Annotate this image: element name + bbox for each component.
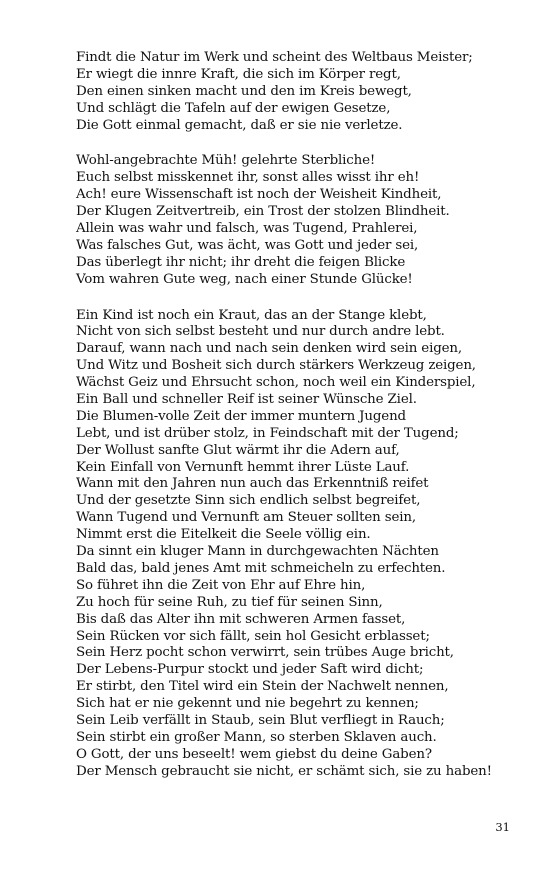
- verse-line: Das überlegt ihr nicht; ihr dreht die feigen Blicke: [76, 254, 406, 270]
- verse-line: Wann mit den Jahren nun auch das Erkenntniß reifet: [76, 476, 429, 492]
- verse-line: Vom wahren Gute weg, nach einer Stunde Glücke!: [76, 271, 413, 287]
- verse-line: Sein Rücken vor sich fällt, sein hol Gesicht erblasset;: [76, 628, 430, 644]
- verse-line: Was falsches Gut, was ächt, was Gott und jeder sei,: [76, 237, 419, 253]
- verse-line: Sich hat er nie gekennt und nie begehrt zu kennen;: [76, 696, 419, 712]
- verse-line: Da sinnt ein kluger Mann in durchgewachten Nächten: [76, 544, 439, 560]
- verse-line: Ein Kind ist noch ein Kraut, das an der Stange klebt,: [76, 307, 427, 323]
- verse-line: Darauf, wann nach und nach sein denken wird sein eigen,: [76, 341, 462, 357]
- verse-line: Er stirbt, den Titel wird ein Stein der Nachwelt nennen,: [76, 679, 449, 695]
- verse-line: Findt die Natur im Werk und scheint des Weltbaus Meister;: [76, 50, 473, 65]
- verse-line: Der Klugen Zeitvertreib, ein Trost der stolzen Blindheit.: [76, 204, 450, 220]
- verse-line: Ein Ball und schneller Reif ist seiner Wünsche Ziel.: [76, 392, 417, 408]
- verse-line: Der Lebens-Purpur stockt und jeder Saft wird dicht;: [76, 662, 424, 678]
- verse-line: Und schlägt die Tafeln auf der ewigen Gesetze,: [76, 100, 391, 116]
- verse-line: Die Blumen-volle Zeit der immer muntern Jugend: [76, 408, 406, 424]
- verse-line: Die Gott einmal gemacht, daß er sie nie verletze.: [76, 117, 403, 133]
- verse-line: Zu hoch für seine Ruh, zu tief für seinen Sinn,: [76, 594, 383, 610]
- verse-line: Wann Tugend und Vernunft am Steuer sollten sein,: [76, 510, 416, 526]
- verse-line: Nimmt erst die Eitelkeit die Seele völlig ein.: [76, 527, 371, 543]
- verse-line: Ach! eure Wissenschaft ist noch der Weisheit Kindheit,: [76, 187, 442, 203]
- verse-line: Sein Leib verfällt in Staub, sein Blut verfliegt in Rauch;: [76, 712, 445, 728]
- verse-line: Allein was wahr und falsch, was Tugend, Prahlerei,: [76, 221, 418, 237]
- poem-text: [76, 50, 536, 800]
- verse-line: Bis daß das Alter ihn mit schweren Armen fasset,: [76, 611, 406, 627]
- verse-line: Und Witz und Bosheit sich durch stärkers Werkzeug zeigen,: [76, 358, 476, 374]
- verse-line: So führet ihn die Zeit von Ehr auf Ehre hin,: [76, 577, 366, 593]
- verse-line: Und der gesetzte Sinn sich endlich selbst begreifet,: [76, 493, 421, 509]
- verse-line: O Gott, der uns beseelt! wem giebst du deine Gaben?: [76, 746, 432, 762]
- verse-line: Den einen sinken macht und den im Kreis bewegt,: [76, 83, 412, 99]
- verse-line: Sein Herz pocht schon verwirrt, sein trübes Auge bricht,: [76, 645, 454, 661]
- verse-line: Wächst Geiz und Ehrsucht schon, noch weil ein Kinderspiel,: [76, 375, 476, 391]
- stanza: [76, 308, 536, 781]
- verse-line: Lebt, und ist drüber stolz, in Feindschaft mit der Tugend;: [76, 425, 459, 441]
- verse-line: Euch selbst misskennet ihr, sonst alles wisst ihr eh!: [76, 170, 420, 186]
- verse-line: Bald das, bald jenes Amt mit schmeicheln zu erfechten.: [76, 560, 446, 576]
- stanza: [76, 153, 536, 288]
- verse-line: Wohl-angebrachte Müh! gelehrte Sterbliche!: [76, 153, 376, 169]
- verse-line: Nicht von sich selbst besteht und nur durch andre lebt.: [76, 324, 445, 340]
- verse-line: Der Mensch gebraucht sie nicht, er schämt sich, sie zu haben!: [76, 763, 492, 779]
- verse-line: Sein stirbt ein großer Mann, so sterben Sklaven auch.: [76, 729, 437, 745]
- page-number: 31: [495, 820, 510, 834]
- verse-line: Der Wollust sanfte Glut wärmt ihr die Adern auf,: [76, 442, 400, 458]
- verse-line: Er wiegt die innre Kraft, die sich im Körper regt,: [76, 66, 401, 82]
- verse-line: Kein Einfall von Vernunft hemmt ihrer Lüste Lauf.: [76, 459, 410, 475]
- stanza: [76, 50, 536, 134]
